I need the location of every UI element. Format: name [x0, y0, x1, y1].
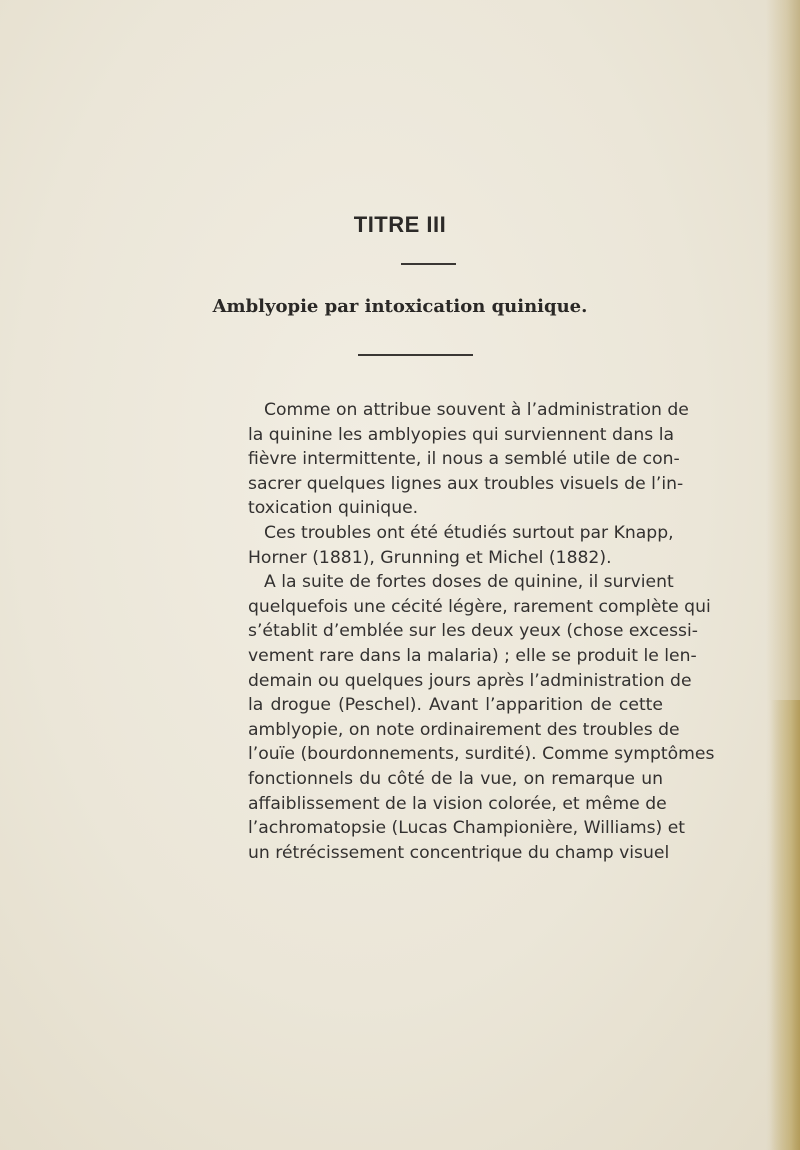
- text-line: Ces troubles ont été étudiés surtout par Knapp,: [264, 522, 674, 543]
- text-line: fièvre intermittente, il nous a semblé utile de con-: [248, 449, 680, 470]
- text-line: sacrer quelques lignes aux troubles visuels de l’in-: [248, 473, 684, 494]
- text-line: toxication quinique.: [248, 498, 419, 519]
- title-rule-top: [401, 263, 456, 265]
- text-line: un rétrécissement concentrique du champ visuel: [248, 842, 670, 863]
- text-line: A la suite de fortes doses de quinine, il survient: [264, 572, 674, 593]
- text-line: la quinine les amblyopies qui surviennent dans la: [248, 424, 675, 445]
- text-line: Comme on attribue souvent à l’administration de: [264, 400, 689, 420]
- text-line: Horner (1881), Grunning et Michel (1882).: [248, 547, 612, 568]
- chapter-title: Amblyopie par intoxication quinique.: [212, 296, 588, 317]
- body-text: [248, 398, 715, 865]
- text-line: demain ou quelques jours après l’administration de: [248, 670, 692, 691]
- running-title: TITRE III: [353, 212, 447, 237]
- title-rule-bottom: [358, 354, 473, 356]
- text-line: s’établit d’emblée sur les deux yeux (chose excessi-: [248, 621, 698, 642]
- text-line: vement rare dans la malaria) ; elle se produit le len-: [248, 645, 697, 666]
- text-line: fonctionnels du côté de la vue, on remarque un: [248, 768, 663, 789]
- text-line: la drogue (Peschel). Avant l’apparition de cette: [248, 695, 663, 716]
- text-line: affaiblissement de la vision colorée, et même de: [248, 793, 667, 814]
- text-line: l’achromatopsie (Lucas Championière, Williams) et: [248, 818, 686, 839]
- text-line: quelquefois une cécité légère, rarement complète qui: [248, 596, 711, 617]
- text-line: l’ouïe (bourdonnements, surdité). Comme symptômes: [248, 744, 715, 765]
- page-edge-stain: [770, 700, 800, 1150]
- text-line: amblyopie, on note ordinairement des troubles de: [248, 719, 680, 740]
